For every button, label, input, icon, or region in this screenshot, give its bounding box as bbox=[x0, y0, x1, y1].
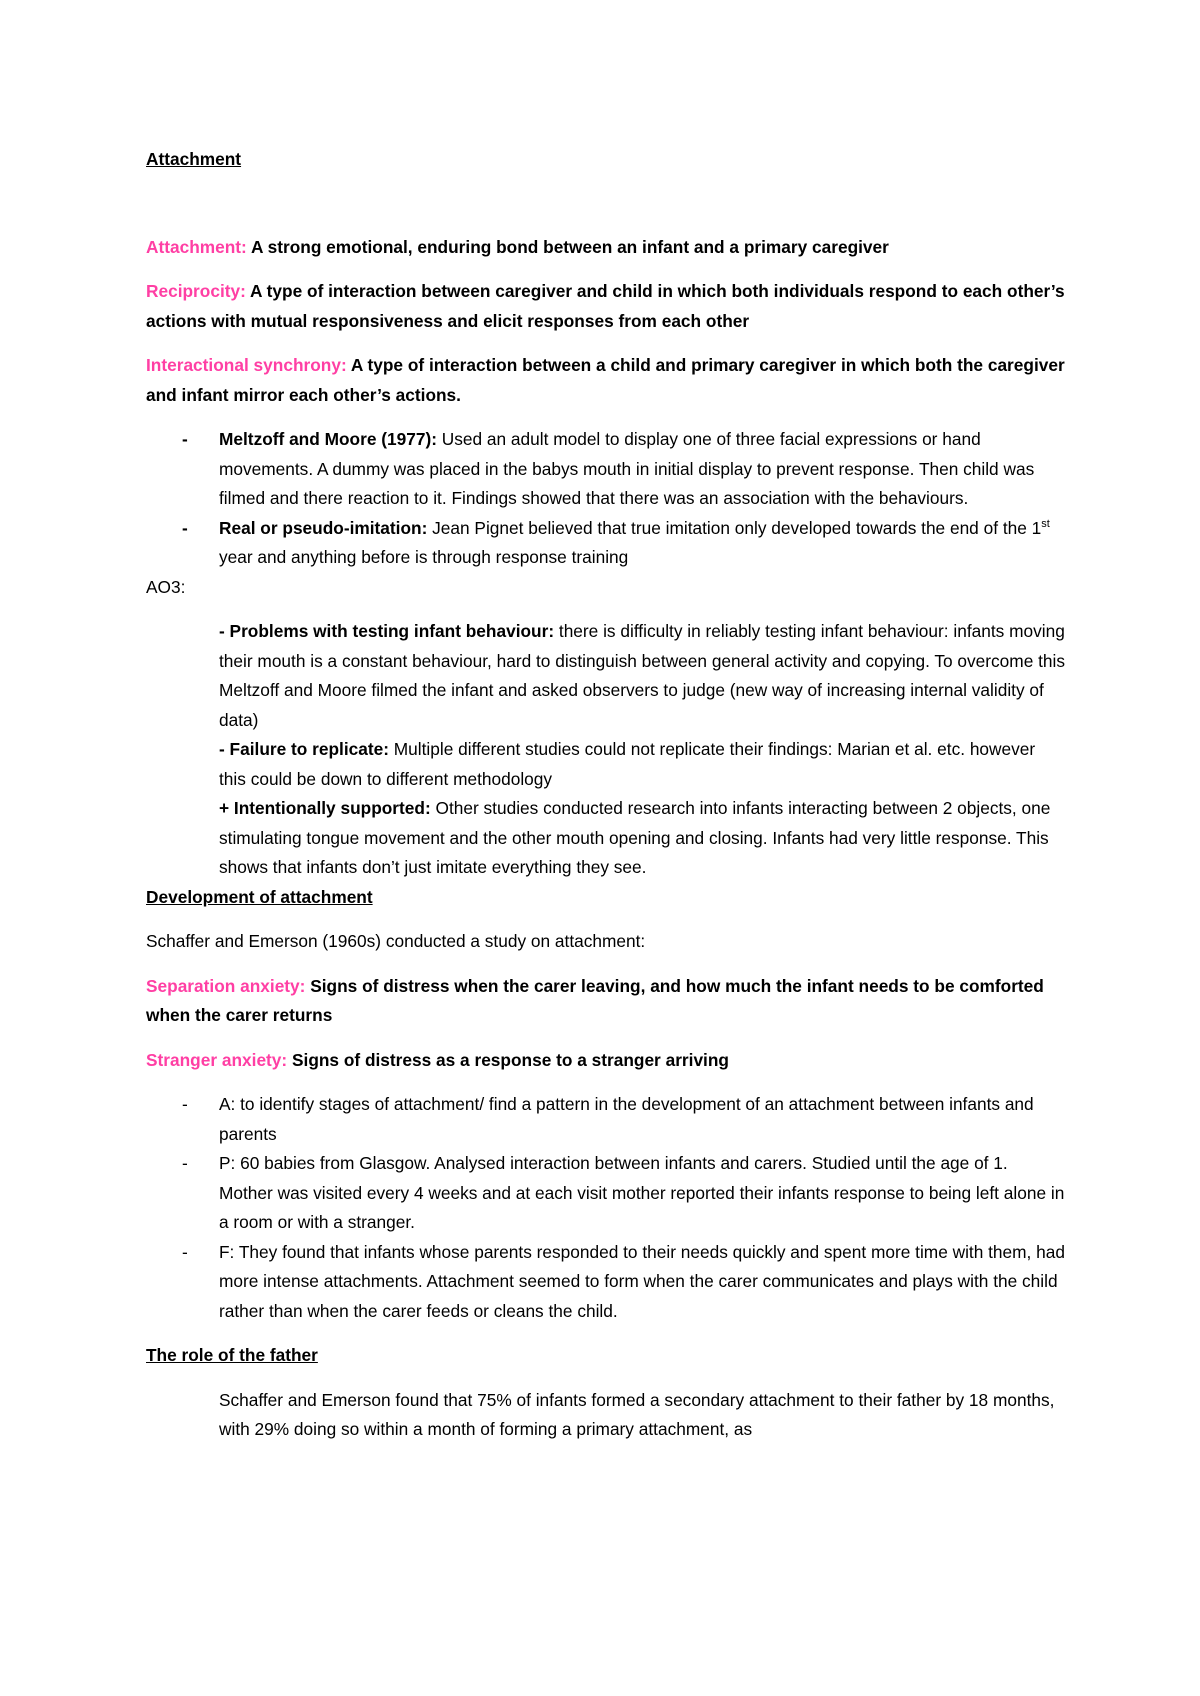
term: Interactional synchrony: bbox=[146, 355, 347, 375]
definition-stranger-anxiety bbox=[146, 1046, 1066, 1076]
study-label: Meltzoff and Moore (1977): bbox=[219, 429, 437, 449]
study-pseudo-imitation bbox=[146, 514, 1066, 573]
bullet-dash: - bbox=[182, 429, 188, 449]
ao3-point bbox=[219, 735, 1066, 794]
point-text: Multiple different studies could not replicate their findings: Marian et al. etc. however this could be down to different methodology bbox=[219, 739, 1036, 789]
document-page bbox=[146, 145, 1066, 1445]
term: Attachment: bbox=[146, 236, 247, 257]
definition-text: A type of interaction between caregiver and child in which both individuals respond to each other’s actions with mutual responsiveness and elicit responses from each other bbox=[146, 281, 1065, 331]
section-heading-development: Development of attachment bbox=[146, 886, 373, 907]
point-label: - Failure to replicate: bbox=[219, 739, 389, 759]
study-text: Used an adult model to display one of three facial expressions or hand movements. A dummy was placed in the babys mouth in initial display to prevent response. Then child was filmed and there reaction to it. Findings showed that there was an association with the behaviours. bbox=[219, 429, 1035, 508]
ao3-points bbox=[146, 617, 1066, 883]
definition-separation-anxiety bbox=[146, 972, 1066, 1031]
page-title: Attachment bbox=[146, 149, 242, 169]
ao3-heading: AO3: bbox=[146, 576, 186, 597]
definition-text: Signs of distress when the carer leaving, and how much the infant needs to be comforted when the carer returns bbox=[146, 975, 1044, 1025]
list-item-aim bbox=[146, 1090, 1066, 1149]
study-text-end: year and anything before is through response training bbox=[219, 547, 629, 567]
study-meltzoff-moore bbox=[146, 425, 1066, 514]
study-label: Real or pseudo-imitation: bbox=[219, 517, 428, 538]
development-intro: Schaffer and Emerson (1960s) conducted a study on attachment: bbox=[146, 931, 646, 951]
ao3-point bbox=[219, 794, 1066, 883]
list-item-text: A: to identify stages of attachment/ find a pattern in the development of an attachment between infants and parents bbox=[219, 1094, 1034, 1144]
bullet-dash: - bbox=[182, 1241, 188, 1262]
definition-text: Signs of distress as a response to a stranger arriving bbox=[287, 1049, 729, 1070]
term: Separation anxiety: bbox=[146, 975, 306, 996]
term: Reciprocity: bbox=[146, 281, 246, 301]
section-heading-father: The role of the father bbox=[146, 1345, 318, 1365]
list-item-text: F: They found that infants whose parents responded to their needs quickly and spent more time with them, had more intense attachments. Attachment seemed to form when the carer communicates and plays with the child rather than when the carer feeds or cleans the child. bbox=[219, 1241, 1065, 1321]
father-paragraph: Schaffer and Emerson found that 75% of infants formed a secondary attachment to their father by 18 months, with 29% doing so within a month of forming a primary attachment, as bbox=[219, 1389, 1055, 1439]
definition-interactional-synchrony bbox=[146, 351, 1066, 410]
superscript: st bbox=[1041, 517, 1050, 530]
list-item-procedure bbox=[146, 1149, 1066, 1238]
list-item-text: P: 60 babies from Glasgow. Analysed interaction between infants and carers. Studied until the age of 1. Mother was visited every 4 weeks and at each visit mother reported their infants response to being left alone in a room or with a stranger. bbox=[219, 1153, 1065, 1232]
term: Stranger anxiety: bbox=[146, 1049, 288, 1070]
ao3-point bbox=[219, 617, 1066, 735]
point-label: + Intentionally supported: bbox=[219, 798, 431, 818]
definition-reciprocity bbox=[146, 277, 1066, 336]
definition-text: A strong emotional, enduring bond between an infant and a primary caregiver bbox=[246, 236, 889, 257]
list-item-findings bbox=[146, 1238, 1066, 1327]
bullet-dash: - bbox=[182, 1094, 188, 1114]
point-label: - Problems with testing infant behaviour: bbox=[219, 621, 555, 641]
bullet-dash: - bbox=[182, 1153, 188, 1173]
point-text: there is difficulty in reliably testing infant behaviour: infants moving their mouth is a constant behaviour, hard to distinguish between general activity and copying. To overcome this Meltzoff and Moore filmed the infant and asked observers to judge (new way of increasing internal validity of data) bbox=[219, 621, 1065, 730]
definition-text: A type of interaction between a child and primary caregiver in which both the caregiver and infant mirror each other’s actions. bbox=[146, 355, 1065, 405]
study-text: Jean Pignet believed that true imitation only developed towards the end of the 1 bbox=[427, 517, 1042, 538]
point-text: Other studies conducted research into infants interacting between 2 objects, one stimulating tongue movement and the other mouth opening and closing. Infants had very little response. This shows that infants don’t just imitate everything they see. bbox=[219, 798, 1051, 877]
definition-attachment bbox=[146, 233, 1066, 263]
bullet-dash: - bbox=[182, 517, 188, 538]
apf-list bbox=[146, 1090, 1066, 1326]
